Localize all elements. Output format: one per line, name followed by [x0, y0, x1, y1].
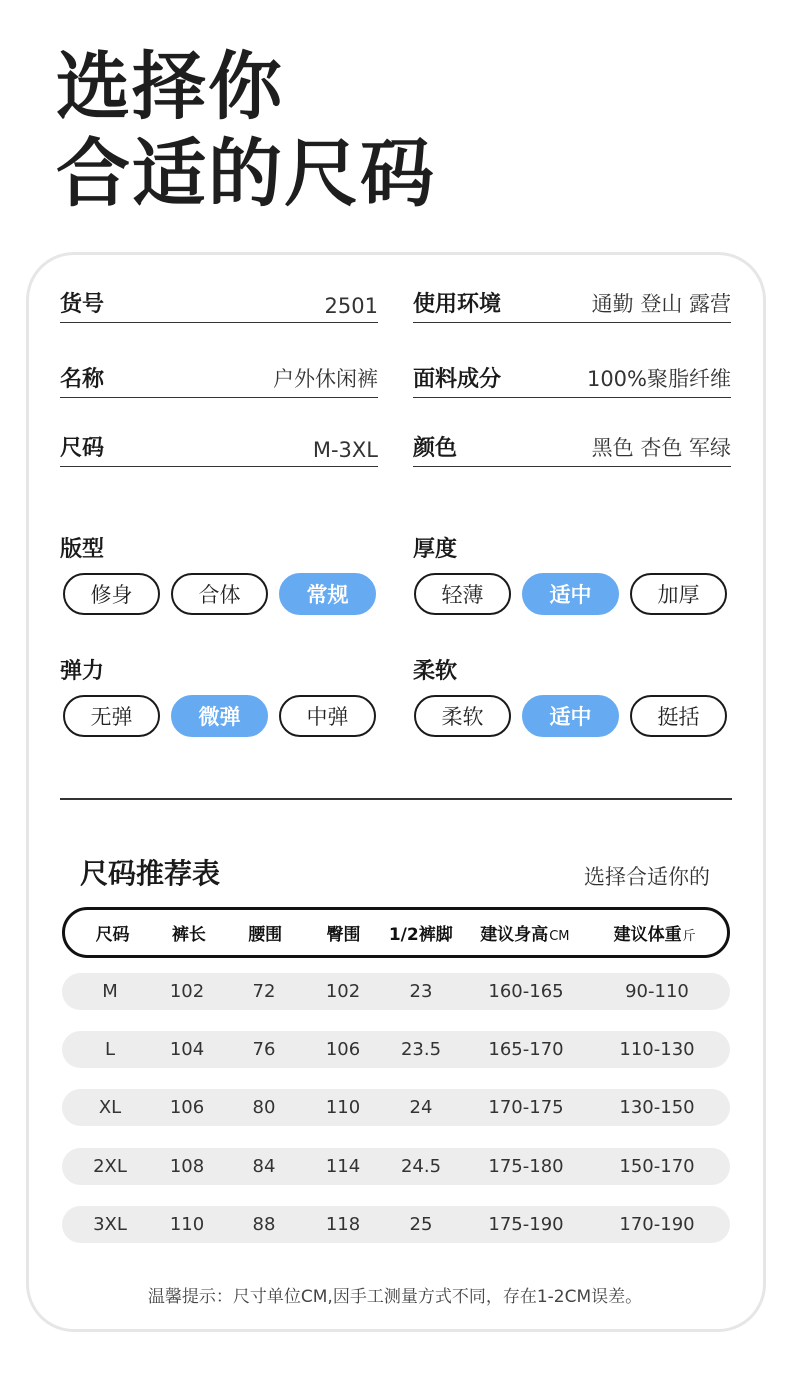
headline-line-2: 合适的尺码 [56, 131, 436, 217]
table-row [62, 1148, 730, 1185]
table-row [62, 1206, 730, 1243]
table-cell: 108 [169, 1156, 205, 1177]
table-cell: 170-175 [488, 1097, 564, 1118]
option-pill-selected: 微弹 [171, 695, 268, 737]
table-cell: M [102, 981, 118, 1002]
measurement-note: 温馨提示：尺寸单位CM,因手工测量方式不同，存在1-2CM误差。 [147, 1287, 643, 1307]
attr-options-thickness [414, 573, 727, 615]
option-pill: 中弹 [279, 695, 376, 737]
info-value: 户外休闲裤 [273, 367, 378, 391]
header-cell: 建议体重斤 [613, 925, 696, 945]
attr-title-softness: 柔软 [413, 659, 458, 684]
option-pill: 无弹 [63, 695, 160, 737]
option-pill-selected: 常规 [279, 573, 376, 615]
size-table-header [62, 907, 730, 958]
table-cell: 90-110 [625, 981, 689, 1002]
info-value: 黑色 杏色 军绿 [591, 436, 731, 460]
table-cell: 23.5 [400, 1039, 442, 1060]
table-cell: 88 [252, 1214, 276, 1235]
table-cell: 24 [409, 1097, 433, 1118]
section-divider [60, 798, 732, 800]
table-cell: 114 [325, 1156, 361, 1177]
info-key: 面料成分 [413, 367, 502, 392]
attr-title-elasticity: 弹力 [60, 659, 105, 684]
option-pill: 加厚 [630, 573, 727, 615]
info-row-usage [413, 287, 731, 323]
table-cell: 175-190 [488, 1214, 564, 1235]
header-unit: CM [549, 929, 570, 944]
header-cell: 裤长 [171, 925, 206, 945]
table-cell: 80 [252, 1097, 276, 1118]
header-cell: 尺码 [95, 925, 130, 945]
info-value: 2501 [324, 294, 378, 318]
headline-line-1: 选择你 [56, 44, 284, 130]
info-key: 使用环境 [413, 292, 502, 317]
table-cell: 175-180 [488, 1156, 564, 1177]
table-cell: 110 [325, 1097, 361, 1118]
header-cell: 1/2裤脚 [388, 925, 453, 945]
table-cell: 23 [409, 981, 433, 1002]
table-cell: 76 [252, 1039, 276, 1060]
table-cell: 160-165 [488, 981, 564, 1002]
info-value: 100%聚脂纤维 [586, 367, 731, 391]
size-table-title: 尺码推荐表 [80, 857, 221, 890]
option-pill-selected: 适中 [522, 695, 619, 737]
table-row [62, 973, 730, 1010]
table-cell: 25 [409, 1214, 433, 1235]
info-value: 通勤 登山 露营 [591, 292, 731, 316]
table-cell: 84 [252, 1156, 276, 1177]
table-row [62, 1031, 730, 1068]
option-pill-selected: 适中 [522, 573, 619, 615]
size-table-subtitle: 选择合适你的 [584, 865, 710, 889]
table-cell: L [104, 1039, 116, 1060]
table-cell: 170-190 [619, 1214, 695, 1235]
info-key: 名称 [60, 367, 105, 392]
info-row-fabric [413, 362, 731, 398]
table-cell: 165-170 [488, 1039, 564, 1060]
info-row-color [413, 431, 731, 467]
table-cell: 106 [325, 1039, 361, 1060]
option-pill: 轻薄 [414, 573, 511, 615]
attr-title-thickness: 厚度 [413, 537, 458, 562]
table-cell: 130-150 [619, 1097, 695, 1118]
table-cell: 102 [169, 981, 205, 1002]
option-pill: 合体 [171, 573, 268, 615]
table-cell: 3XL [93, 1214, 127, 1235]
table-cell: 110-130 [619, 1039, 695, 1060]
table-cell: 24.5 [400, 1156, 442, 1177]
attr-options-softness [414, 695, 727, 737]
table-cell: 110 [169, 1214, 205, 1235]
option-pill: 挺括 [630, 695, 727, 737]
header-unit: 斤 [682, 929, 696, 944]
table-cell: 102 [325, 981, 361, 1002]
option-pill: 柔软 [414, 695, 511, 737]
info-row-size [60, 431, 378, 467]
table-cell: XL [98, 1097, 122, 1118]
table-cell: 150-170 [619, 1156, 695, 1177]
table-cell: 72 [252, 981, 276, 1002]
table-row [62, 1089, 730, 1126]
header-cell: 建议身高CM [480, 925, 570, 945]
table-cell: 104 [169, 1039, 205, 1060]
info-key: 颜色 [413, 436, 458, 461]
table-cell: 106 [169, 1097, 205, 1118]
info-key: 尺码 [60, 436, 105, 461]
info-value: M-3XL [312, 438, 378, 462]
attr-options-elasticity [63, 695, 376, 737]
table-cell: 2XL [93, 1156, 127, 1177]
table-cell: 118 [325, 1214, 361, 1235]
header-cell: 腰围 [248, 925, 283, 945]
attr-title-fit: 版型 [60, 537, 105, 562]
info-row-item-number [60, 287, 378, 323]
header-cell: 臀围 [326, 925, 361, 945]
info-row-name [60, 362, 378, 398]
attr-options-fit [63, 573, 376, 615]
info-key: 货号 [60, 292, 105, 317]
option-pill: 修身 [63, 573, 160, 615]
